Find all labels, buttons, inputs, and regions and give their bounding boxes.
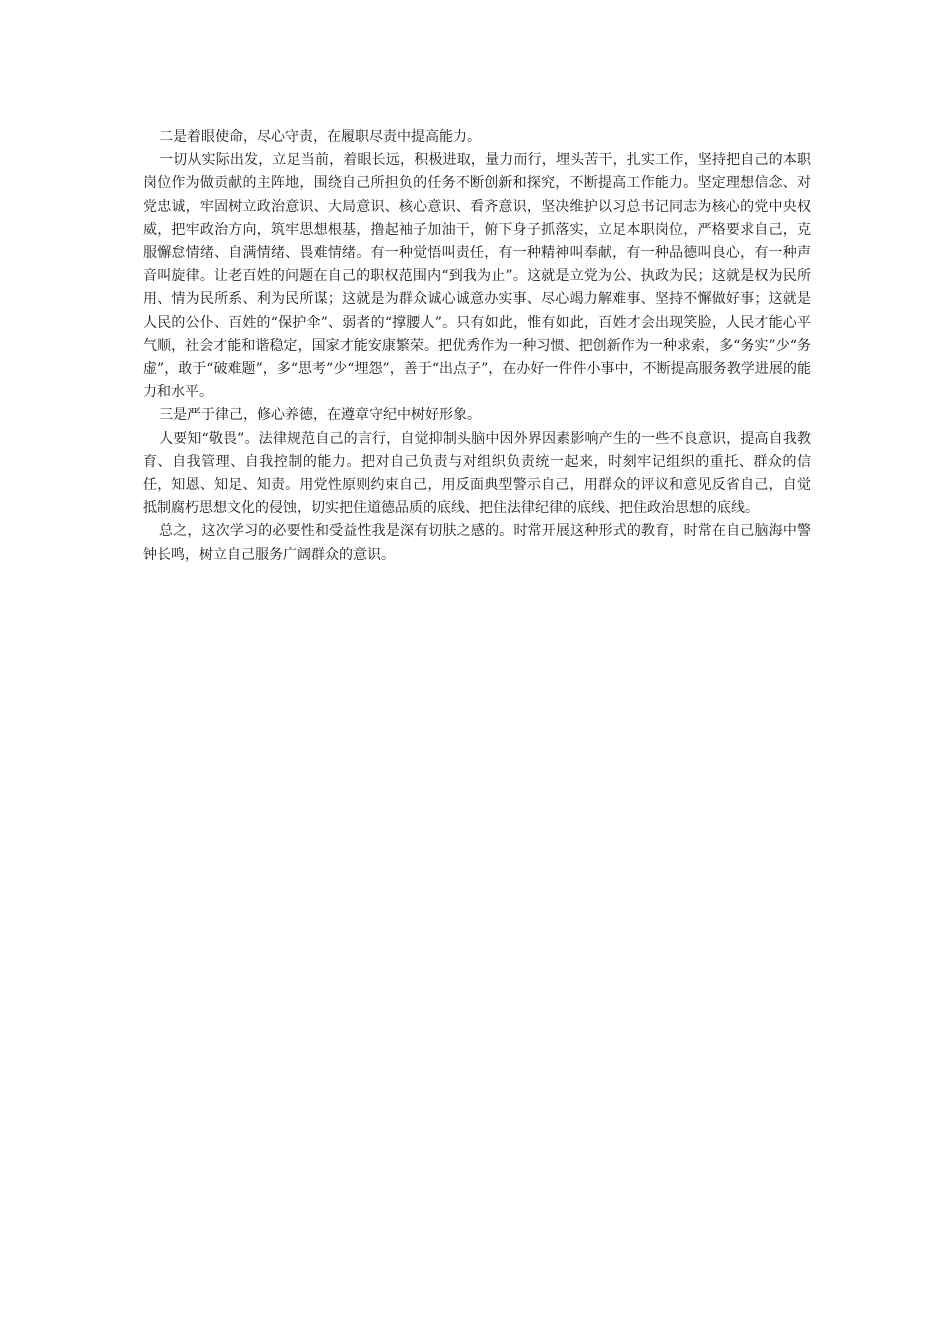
- paragraph-conclusion: 总之，这次学习的必要性和受益性我是深有切肤之感的。时常开展这种形式的教育，时常在自己脑海中警钟长鸣，树立自己服务广阔群众的意识。: [143, 523, 811, 563]
- paragraph-duty: 一切从实际出发，立足当前，着眼长远，积极进取，量力而行，埋头苦干，扎实工作，坚持把自己的本职岗位作为做贡献的主阵地，围绕自己所担负的任务不断创新和探究，不断提高工作能力。坚定理想信念、对党忠诚，牢固树立政治意识、大局意识、核心意识、看齐意识，坚决维护以习总书记同志为核心的党中央权威，把牢政治方向，筑牢思想根基，撸起袖子加油干，俯下身子抓落实，立足本职岗位，严格要求自己，克服懈怠情绪、自满情绪、畏难情绪。有一种觉悟叫责任，有一种精神叫奉献，有一种品德叫良心，有一种声音叫旋律。让老百姓的问题在自己的职权范围内“到我为止”。这就是立党为公、执政为民；这就是权为民所用、情为民所系、利为民所谋；这就是为群众诚心诚意办实事、尽心竭力解难事、坚持不懈做好事；这就是人民的公仆、百姓的“保护伞”、弱者的“撑腰人”。只有如此，惟有如此，百姓才会出现笑脸，人民才能心平气顺，社会才能和谐稳定，国家才能安康繁荣。把优秀作为一种习惯、把创新作为一种求索，多“务实”少“务虚”，敢于“破难题”，多“思考”少“埋怨”，善于“出点子”，在办好一件件小事中，不断提高服务教学进展的能力和水平。: [143, 152, 811, 401]
- paragraph-discipline: 人要知“敬畏”。法律规范自己的言行，自觉抑制头脑中因外界因素影响产生的一些不良意识，提高自我教育、自我管理、自我控制的能力。把对自己负责与对组织负责统一起来，时刻牢记组织的重托、群众的信任，知恩、知足、知责。用党性原则约束自己，用反面典型警示自己，用群众的评议和意见反省自己，自觉抵制腐朽思想文化的侵蚀，切实把住道德品质的底线、把住法律纪律的底线、把住政治思想的底线。: [143, 430, 811, 517]
- document-body: [143, 126, 811, 567]
- section-heading-2: 二是着眼使命，尽心守责，在履职尽责中提高能力。: [159, 129, 481, 145]
- section-heading-3: 三是严于律己，修心养德，在遵章守纪中树好形象。: [159, 407, 481, 424]
